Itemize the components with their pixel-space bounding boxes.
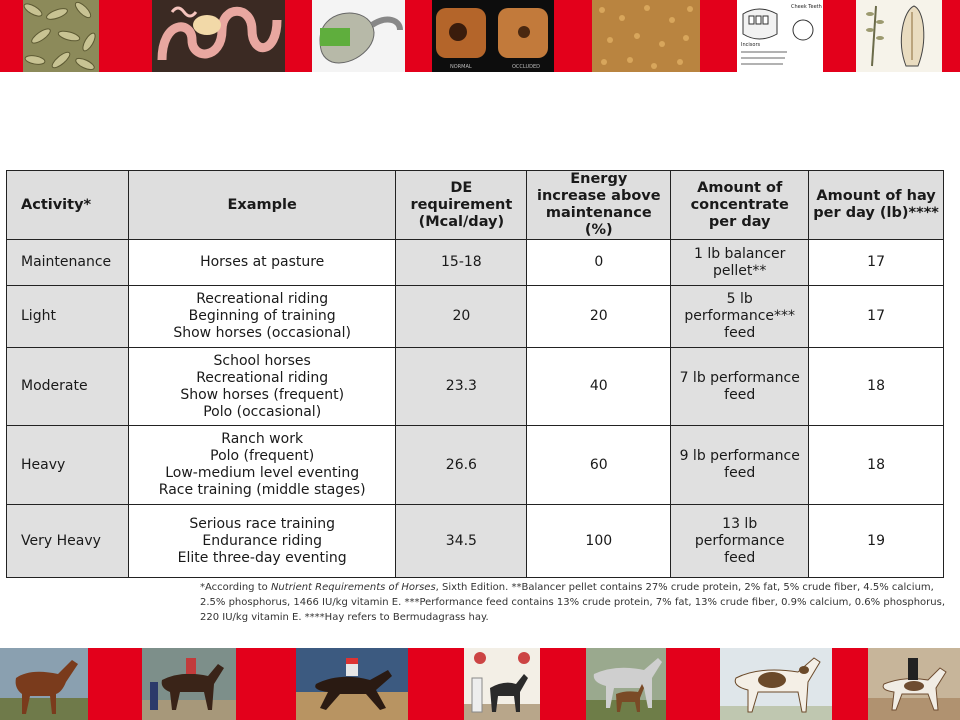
- paint-horse-photo: [720, 648, 832, 720]
- example-cell: Recreational riding Beginning of training Show horses (occasional): [128, 286, 395, 348]
- activity-cell: Very Heavy: [7, 505, 129, 578]
- de-cell: 23.3: [396, 348, 527, 426]
- table-row: [7, 286, 944, 348]
- show-champion-photo: [464, 648, 540, 720]
- example-cell: Serious race training Endurance riding Elite three-day eventing: [128, 505, 395, 578]
- example-cell: Horses at pasture: [128, 240, 395, 286]
- table-footnote: *According to Nutrient Requirements of Horses, Sixth Edition. **Balancer pellet contains 27% crude protein, 2% fat, 5% crude fiber, 4.5% calcium, 2.5% phosphorus, 1466 IU/kg vitamin E. ***Performance feed contains 13% crude protein, 7% fat, 13% crude fiber, 0.9% calcium, 0.6% phosphorus, 220 IU/kg vitamin E. ****Hay refers to Bermudagrass hay.: [200, 582, 946, 623]
- activity-cell: Heavy: [7, 426, 129, 505]
- de-cell: 26.6: [396, 426, 527, 505]
- table-row: [7, 426, 944, 505]
- de-cell: 15-18: [396, 240, 527, 286]
- energy-cell: 40: [527, 348, 671, 426]
- occluded-label: OCCLUDED: [512, 64, 540, 70]
- racehorse-winner-photo: [142, 648, 236, 720]
- normal-label: NORMAL: [450, 64, 472, 70]
- activity-cell: Maintenance: [7, 240, 129, 286]
- activity-cell: Moderate: [7, 348, 129, 426]
- header-example: Example: [128, 171, 395, 240]
- horse-teeth-diagram: [737, 0, 823, 72]
- de-cell: 34.5: [396, 505, 527, 578]
- concentrate-cell: 9 lb performance feed: [671, 426, 809, 505]
- concentrate-cell: 7 lb performance feed: [671, 348, 809, 426]
- cheek-teeth-label: Cheek Teeth: [791, 4, 822, 10]
- hay-cell: 17: [809, 240, 944, 286]
- example-cell: Ranch work Polo (frequent) Low-medium level eventing Race training (middle stages): [128, 426, 395, 505]
- oat-grain-photo: [23, 0, 99, 72]
- concentrate-cell: 5 lb performance*** feed: [671, 286, 809, 348]
- energy-cell: 60: [527, 426, 671, 505]
- digestive-tract-illustration: [152, 0, 285, 72]
- concentrate-cell: 1 lb balancer pellet**: [671, 240, 809, 286]
- concentrate-cell: 13 lb performance feed: [671, 505, 809, 578]
- source-title: Nutrient Requirements of Horses: [270, 582, 436, 593]
- example-cell: School horses Recreational riding Show horses (frequent) Polo (occasional): [128, 348, 395, 426]
- header-energy-increase: Energy increase above maintenance (%): [527, 171, 671, 240]
- grass-plant-diagram: [856, 0, 942, 72]
- header-de-requirement: DE requirement (Mcal/day): [396, 171, 527, 240]
- table-row: [7, 505, 944, 578]
- de-cell: 20: [396, 286, 527, 348]
- table-row: [7, 348, 944, 426]
- energy-cell: 20: [527, 286, 671, 348]
- incisors-label: Incisors: [741, 42, 761, 48]
- table-row: [7, 240, 944, 286]
- horse-nutrient-requirements-table: [6, 170, 944, 578]
- hay-cell: 18: [809, 348, 944, 426]
- header-activity: Activity*: [7, 171, 129, 240]
- hay-cell: 19: [809, 505, 944, 578]
- energy-cell: 100: [527, 505, 671, 578]
- chestnut-horse-photo: [0, 648, 88, 720]
- horse-stomach-diagram: [312, 0, 405, 72]
- activity-cell: Light: [7, 286, 129, 348]
- endoscopy-images: [432, 0, 554, 72]
- mare-and-foal-photo: [586, 648, 666, 720]
- header-hay: Amount of hay per day (lb)****: [809, 171, 944, 240]
- riding-horse-photo: [868, 648, 960, 720]
- energy-cell: 0: [527, 240, 671, 286]
- hay-cell: 17: [809, 286, 944, 348]
- grain-pile-photo: [592, 0, 700, 72]
- table-header-row: [7, 171, 944, 240]
- horse-race-photo: [296, 648, 408, 720]
- hay-cell: 18: [809, 426, 944, 505]
- header-concentrate: Amount of concentrate per day: [671, 171, 809, 240]
